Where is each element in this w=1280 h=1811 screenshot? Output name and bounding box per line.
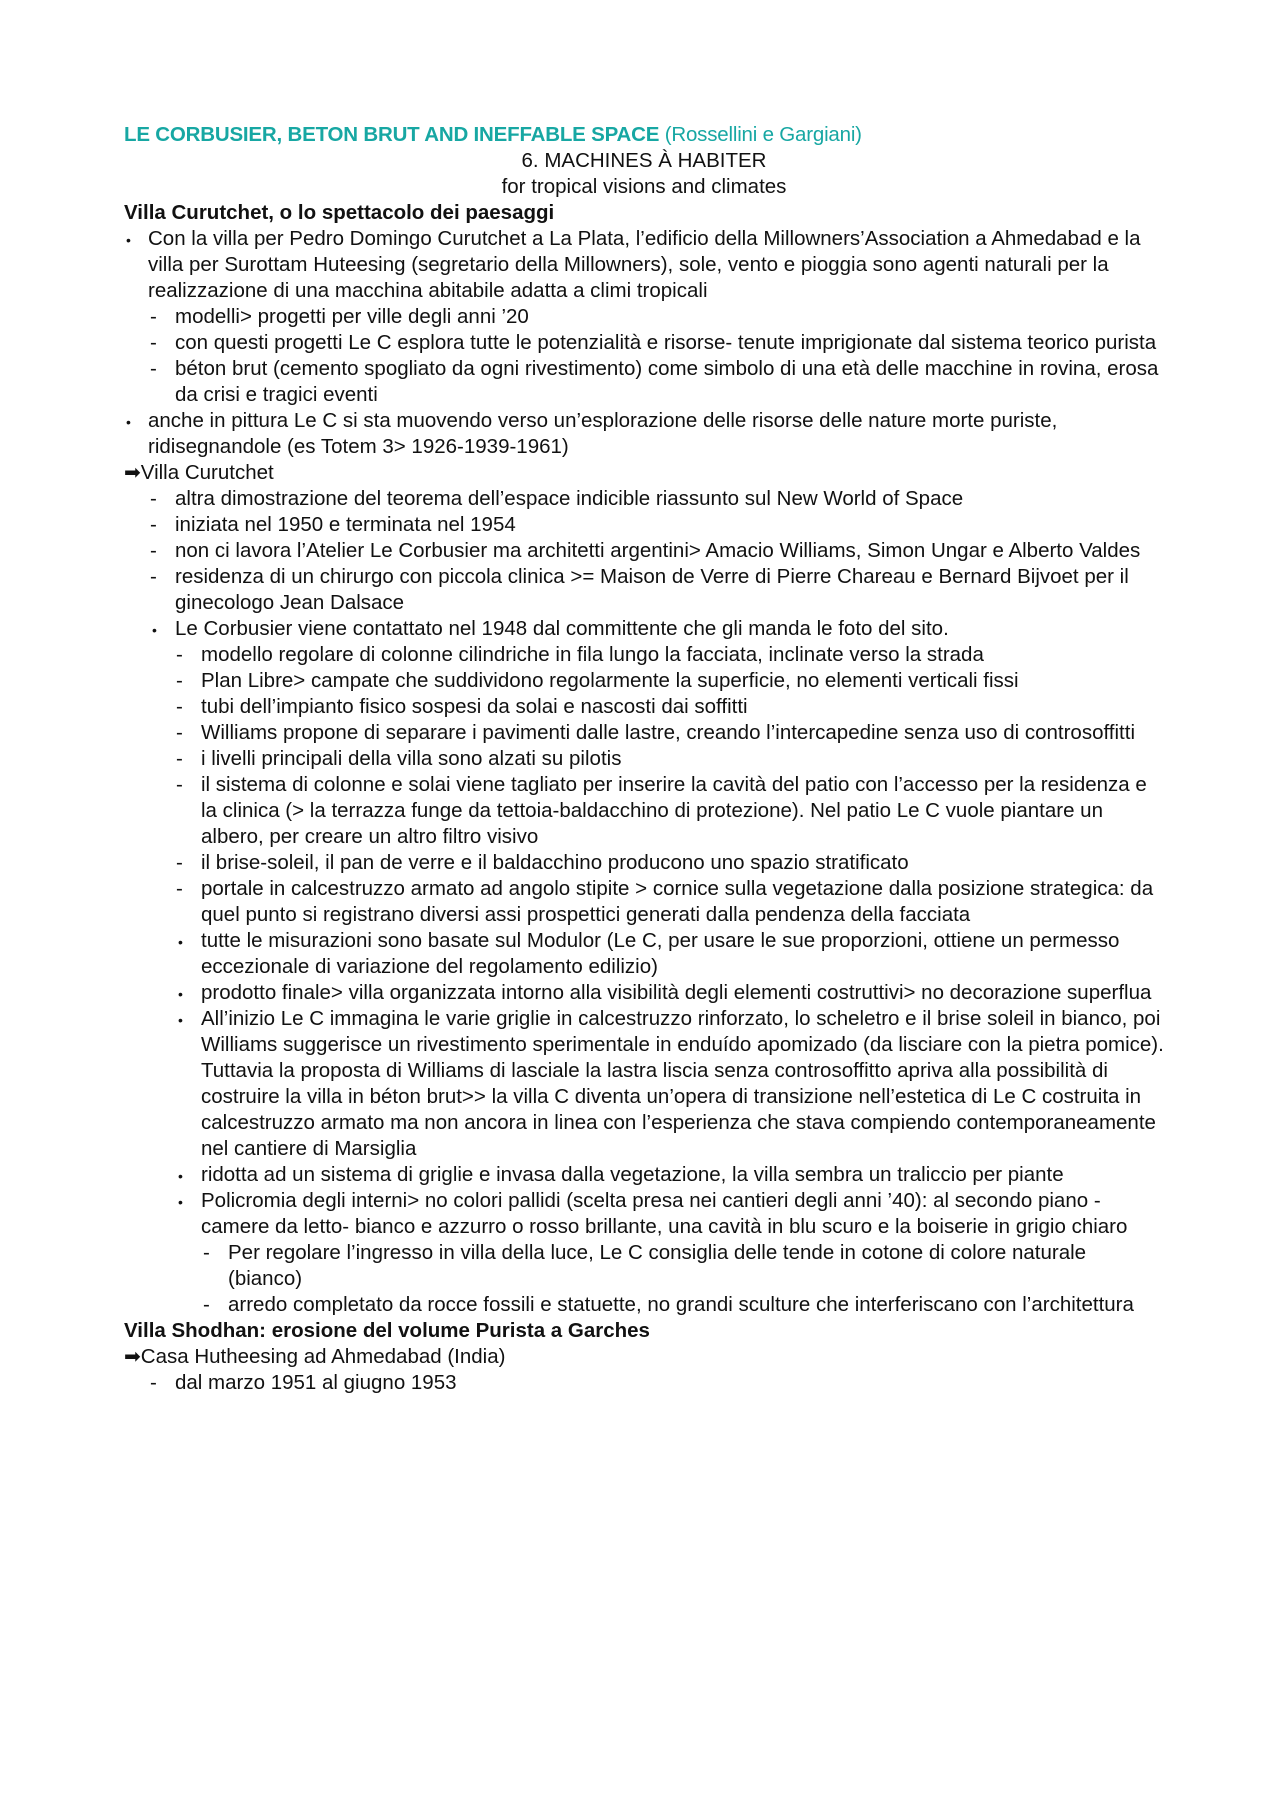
- dash-icon: -: [150, 305, 157, 328]
- chapter-subtitle: for tropical visions and climates: [501, 175, 787, 198]
- dash-icon: -: [150, 487, 157, 510]
- list-item: - tubi dell’impianto fisico sospesi da solai e nascosti dai soffitti: [176, 695, 748, 718]
- list-item: - béton brut (cemento spogliato da ogni rivestimento) come simbolo di una età delle macchine in rovina, erosa da crisi e tragici eventi: [150, 357, 1159, 406]
- dash-icon: -: [176, 669, 183, 692]
- dash-icon: -: [150, 539, 157, 562]
- document-title: [124, 122, 1164, 148]
- list-item: - iniziata nel 1950 e terminata nel 1954: [150, 513, 516, 536]
- list-item: • Policromia degli interni> no colori pallidi (scelta presa nei cantieri degli anni ’40): al secondo piano -camere da letto- bianco e azzurro o rosso brillante, una cavità in blu scuro e la boiserie in grigio chiaro: [178, 1189, 1128, 1238]
- arrow-heading: ➡Casa Hutheesing ad Ahmedabad (India): [124, 1345, 506, 1368]
- list-item: • Con la villa per Pedro Domingo Curutchet a La Plata, l’edificio della Millowners’Association a Ahmedabad e la villa per Surottam Huteesing (segretario della Millowners), sole, vento e pioggia sono agenti naturali per la realizzazione di una macchina abitabile adatta a climi tropicali: [126, 227, 1141, 302]
- list-item: - con questi progetti Le C esplora tutte le potenzialità e risorse- tenute imprigionate dal sistema teorico purista: [150, 331, 1157, 354]
- list-item: - il brise-soleil, il pan de verre e il baldacchino producono uno spazio stratificato: [176, 851, 909, 874]
- list-item: • anche in pittura Le C si sta muovendo verso un’esplorazione delle risorse delle nature morte puriste, ridisegnandole (es Totem 3> 1926-1939-1961): [126, 409, 1058, 458]
- dash-icon: -: [176, 721, 183, 744]
- dash-icon: -: [176, 877, 183, 900]
- chapter-title: 6. MACHINES À HABITER: [521, 149, 767, 172]
- bullet-icon: •: [178, 986, 183, 1002]
- dash-icon: -: [176, 773, 183, 796]
- list-item: - i livelli principali della villa sono alzati su pilotis: [176, 747, 622, 770]
- dash-icon: -: [150, 513, 157, 536]
- list-item: - dal marzo 1951 al giugno 1953: [150, 1371, 457, 1394]
- list-item: - Williams propone di separare i pavimenti dalle lastre, creando l’intercapedine senza uso di controsoffitti: [176, 721, 1136, 744]
- bullet-icon: •: [178, 1168, 183, 1184]
- list-item: • prodotto finale> villa organizzata intorno alla visibilità degli elementi costruttivi> no decorazione superflua: [124, 980, 1164, 1006]
- dash-icon: -: [150, 565, 157, 588]
- list-item: - non ci lavora l’Atelier Le Corbusier ma architetti argentini> Amacio Williams, Simon Ungar e Alberto Valdes: [150, 539, 1141, 562]
- bullet-icon: •: [178, 1194, 183, 1210]
- list-item: • ridotta ad un sistema di griglie e invasa dalla vegetazione, la villa sembra un traliccio per piante: [124, 1162, 1164, 1188]
- list-item: - modelli> progetti per ville degli anni ’20: [150, 305, 529, 328]
- bullet-icon: •: [178, 1012, 183, 1028]
- list-item: • All’inizio Le C immagina le varie griglie in calcestruzzo rinforzato, lo scheletro e il brise soleil in bianco, poi Williams suggerisce un rivestimento sperimentale in enduído apomizado (da lisciare con la pietra pomice). Tuttavia la proposta di Williams di lasciale la lastra liscia senza controsoffitto apriva alla possibilità di costruire la villa in béton brut>> la villa C diventa un’opera di transizione nell’estetica di Le C costruita in calcestruzzo armato ma non ancora in linea con l’esperienza che stava compiendo contemporaneamente nel cantiere di Marsiglia: [178, 1007, 1164, 1160]
- document-page: [124, 122, 1164, 1396]
- bullet-icon: •: [178, 934, 183, 950]
- list-item: - portale in calcestruzzo armato ad angolo stipite > cornice sulla vegetazione dalla posizione strategica: da quel punto si registrano diversi assi prospettici generati dalla pendenza della facciata: [176, 877, 1154, 926]
- dash-icon: -: [203, 1293, 210, 1316]
- section-heading-curutchet: Villa Curutchet, o lo spettacolo dei paesaggi: [124, 201, 555, 224]
- dash-icon: -: [203, 1241, 210, 1264]
- arrow-right-icon: ➡: [124, 1346, 141, 1368]
- title-authors: (Rossellini e Gargiani): [659, 123, 862, 146]
- dash-icon: -: [150, 357, 157, 380]
- list-item: - Per regolare l’ingresso in villa della luce, Le C consiglia delle tende in cotone di colore naturale (bianco): [203, 1241, 1087, 1290]
- dash-icon: -: [176, 643, 183, 666]
- list-item: - residenza di un chirurgo con piccola clinica >= Maison de Verre di Pierre Chareau e Bernard Bijvoet per il ginecologo Jean Dalsace: [150, 565, 1129, 614]
- list-item: - altra dimostrazione del teorema dell’espace indicible riassunto sul New World of Space: [150, 487, 964, 510]
- dash-icon: -: [176, 695, 183, 718]
- section-heading-shodhan: Villa Shodhan: erosione del volume Purista a Garches: [124, 1319, 650, 1342]
- bullet-icon: •: [152, 622, 157, 638]
- bullet-icon: •: [126, 232, 131, 248]
- dash-icon: -: [176, 747, 183, 770]
- bullet-icon: •: [126, 414, 131, 430]
- arrow-heading: ➡Villa Curutchet: [124, 461, 274, 484]
- list-item: • tutte le misurazioni sono basate sul Modulor (Le C, per usare le sue proporzioni, ottiene un permesso eccezionale di variazione del regolamento edilizio): [178, 929, 1120, 978]
- dash-icon: -: [150, 331, 157, 354]
- list-item: - arredo completato da rocce fossili e statuette, no grandi sculture che interferiscano con l’architettura: [203, 1293, 1134, 1316]
- list-item: - modello regolare di colonne cilindriche in fila lungo la facciata, inclinate verso la strada: [176, 643, 984, 666]
- arrow-right-icon: ➡: [124, 462, 141, 484]
- list-item: • Le Corbusier viene contattato nel 1948 dal committente che gli manda le foto del sito.: [124, 616, 1164, 642]
- list-item: - Plan Libre> campate che suddividono regolarmente la superficie, no elementi verticali fissi: [176, 669, 1019, 692]
- dash-icon: -: [176, 851, 183, 874]
- list-item: - il sistema di colonne e solai viene tagliato per inserire la cavità del patio con l’accesso per la residenza e la clinica (> la terrazza funge da tettoia-baldacchino di protezione). Nel patio Le C vuole piantare un albero, per creare un altro filtro visivo: [176, 773, 1147, 848]
- dash-icon: -: [150, 1371, 157, 1394]
- title-main: LE CORBUSIER, BETON BRUT AND INEFFABLE SPACE: [124, 123, 660, 146]
